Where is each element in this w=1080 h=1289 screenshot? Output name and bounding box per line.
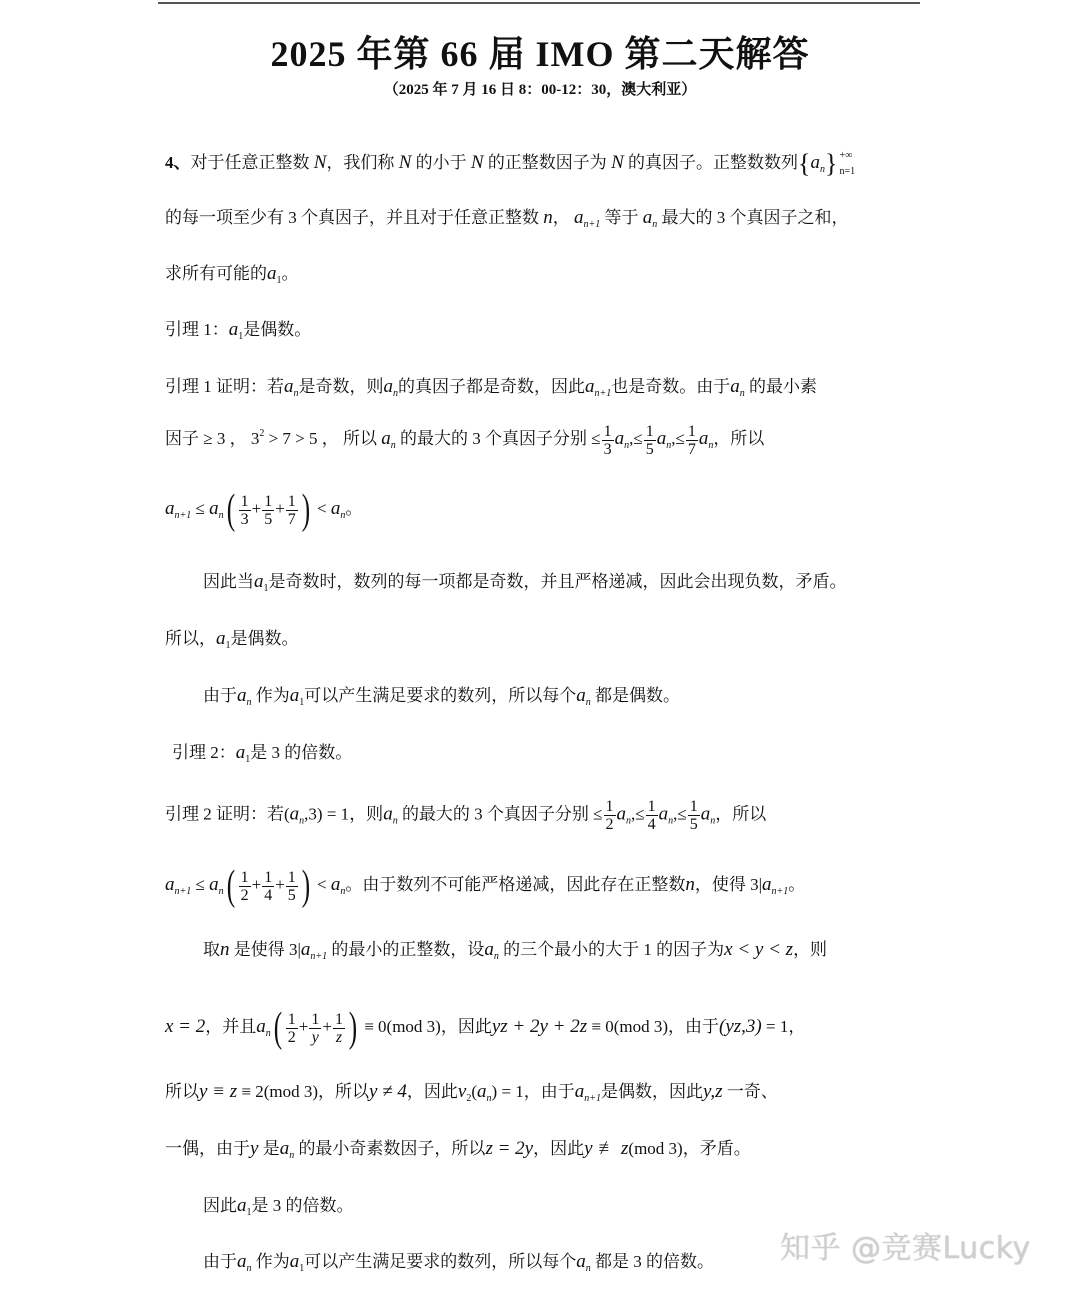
- problem-line-3: 求所有可能的$a_1$。: [165, 263, 299, 286]
- document-subtitle: （2025 年 7 月 16 日 8：00-12：30，澳大利亚）: [383, 82, 697, 98]
- lemma1-proof-line-1: 引理 1 证明：若$a_n$是奇数，则$a_n$的真因子都是奇数，因此$a_{n+1}$也是奇数。由于$a_n$ 的最小素: [165, 376, 817, 399]
- lemma1-conclusion-2: 所以，$a_1$是偶数。: [165, 628, 299, 651]
- lemma1-conclusion-3: 由于$a_n$ 作为$a_1$可以产生满足要求的数列，所以每个$a_n$ 都是偶数。: [203, 685, 680, 708]
- problem-line-1: 4、对于任意正整数 N，我们称 N 的小于 N 的正整数因子为 N 的真因子。正整数数列$\{a_n\}$ +∞ n=1: [165, 149, 856, 178]
- lemma1-statement: 引理 1：$a_1$是偶数。: [165, 319, 312, 342]
- lemma2-conclusion-1: 因此$a_1$是 3 的倍数。: [203, 1195, 354, 1218]
- lemma2-proof-line-4: x = 2，并且$a_n$( $\frac{1}{2}$ + $\frac{1}{y}$ + $\frac{1}{z}$ ) ≡ 0(mod 3)，因此yz + 2y + 2z ≡ 0(mod 3)，由于(yz,3) = 1，: [165, 1005, 806, 1051]
- lemma2-proof-line-3: 取n 是使得 $3|a_{n+1}$ 的最小的正整数，设$a_n$ 的三个最小的大于 1 的因子为x < y < z，则: [203, 939, 828, 962]
- lemma1-inequality: $a_{n+1} \le a_n$( $\frac{1}{3}$ + $\frac{1}{5}$ + $\frac{1}{7}$ ) < $a_n$。: [165, 487, 363, 533]
- lemma2-proof-line-1: 引理 2 证明：若$(a_n,3) = 1$，则$a_n$ 的最大的 3 个真因子分别 ≤ $\frac{1}{2}$ $a_n,\le$ $\frac{1}{4}$ $a_n,\le$ $\frac{1}{5}$ $a_n$，所以: [165, 798, 767, 833]
- lemma2-proof-line-6: 一偶，由于y 是$a_n$ 的最小奇素数因子，所以z = 2y，因此y ≢ z(mod 3)，矛盾。: [165, 1138, 751, 1161]
- lemma2-statement: 引理 2：$a_1$是 3 的倍数。: [172, 742, 353, 765]
- document-title: 2025 年第 66 届 IMO 第二天解答: [270, 34, 810, 74]
- watermark: 知乎 @竞赛Lucky: [780, 1231, 1031, 1266]
- lemma1-conclusion-1: 因此当$a_1$是奇数时，数列的每一项都是奇数，并且严格递减，因此会出现负数，矛盾。: [203, 571, 847, 594]
- lemma2-proof-line-5: 所以y ≡ z ≡ 2(mod 3)，所以y ≠ 4，因此$v_2(a_n) = 1$，由于$a_{n+1}$是偶数，因此y,z 一奇、: [165, 1081, 778, 1104]
- lemma1-proof-line-2: 因子 ≥ 3 ， $3^2 > 7 > 5$ ， 所以 $a_n$ 的最大的 3 个真因子分别 ≤ $\frac{1}{3}$ $a_n,\le$ $\frac{1}{5}$ $a_n,\le$ $\frac{1}{7}$ $a_n$，所以: [165, 422, 765, 458]
- lemma2-conclusion-2: 由于$a_n$ 作为$a_1$可以产生满足要求的数列，所以每个$a_n$ 都是 3 的倍数。: [203, 1251, 714, 1274]
- lemma2-inequality: $a_{n+1} \le a_n$( $\frac{1}{2}$ + $\frac{1}{4}$ + $\frac{1}{5}$ ) < $a_n$。由于数列不可能严格递减，因此存在正整数n，使得 $3|a_{n+1}$。: [165, 863, 806, 909]
- problem-line-2: 的每一项至少有 3 个真因子，并且对于任意正整数 n， $a_{n+1}$ 等于 $a_n$ 最大的 3 个真因子之和，: [165, 207, 849, 230]
- top-rule: [158, 2, 920, 4]
